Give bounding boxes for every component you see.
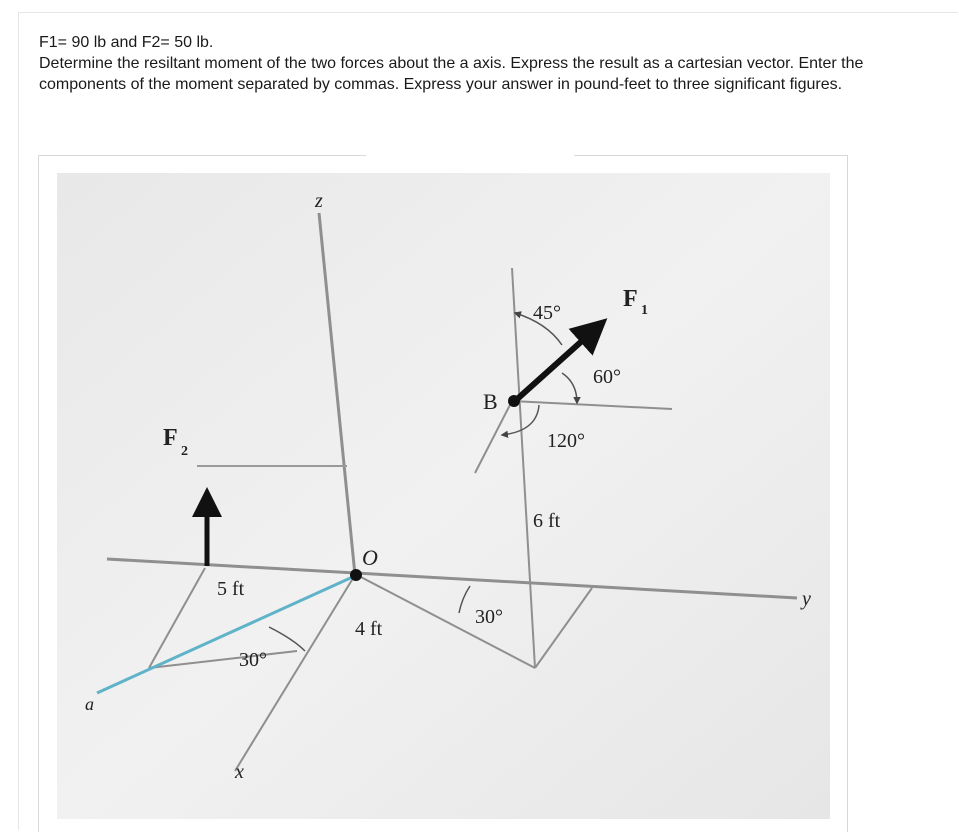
dimension-4ft-label: 4 ft: [355, 618, 383, 640]
problem-statement-text: Determine the resiltant moment of the two forces about the a axis. Express the result as a cartesian vector. Enter the components of the moment separated by commas. Express your answer in pound-feet to three significant figures.: [39, 55, 864, 93]
figure-photo: [57, 173, 830, 819]
angle-30-right-label: 30°: [475, 606, 503, 628]
force-2-label: F: [163, 425, 178, 451]
angle-45-label: 45°: [533, 302, 561, 324]
a-axis-label: a: [85, 694, 94, 714]
force-1-label: F: [623, 286, 638, 312]
point-b: [508, 395, 520, 407]
figure-frame-gap: [366, 150, 574, 162]
force-1-subscript: 1: [641, 303, 648, 318]
figure-diagram: [57, 173, 830, 819]
dimension-6ft-label: 6 ft: [533, 510, 561, 532]
x-axis-label: x: [235, 761, 244, 783]
origin-point: [350, 569, 362, 581]
angle-120-label: 120°: [547, 430, 585, 452]
y-axis-label: y: [802, 588, 811, 610]
z-axis-label: z: [315, 190, 323, 212]
point-b-label: B: [483, 389, 498, 414]
origin-label: O: [362, 545, 378, 570]
angle-30-left-label: 30°: [239, 649, 267, 671]
force-2-subscript: 2: [181, 444, 188, 459]
angle-60-label: 60°: [593, 366, 621, 388]
photo-background: [57, 173, 830, 819]
dimension-5ft-label: 5 ft: [217, 578, 245, 600]
question-text: [39, 32, 954, 95]
given-forces-text: F1= 90 lb and F2= 50 lb.: [39, 34, 214, 51]
